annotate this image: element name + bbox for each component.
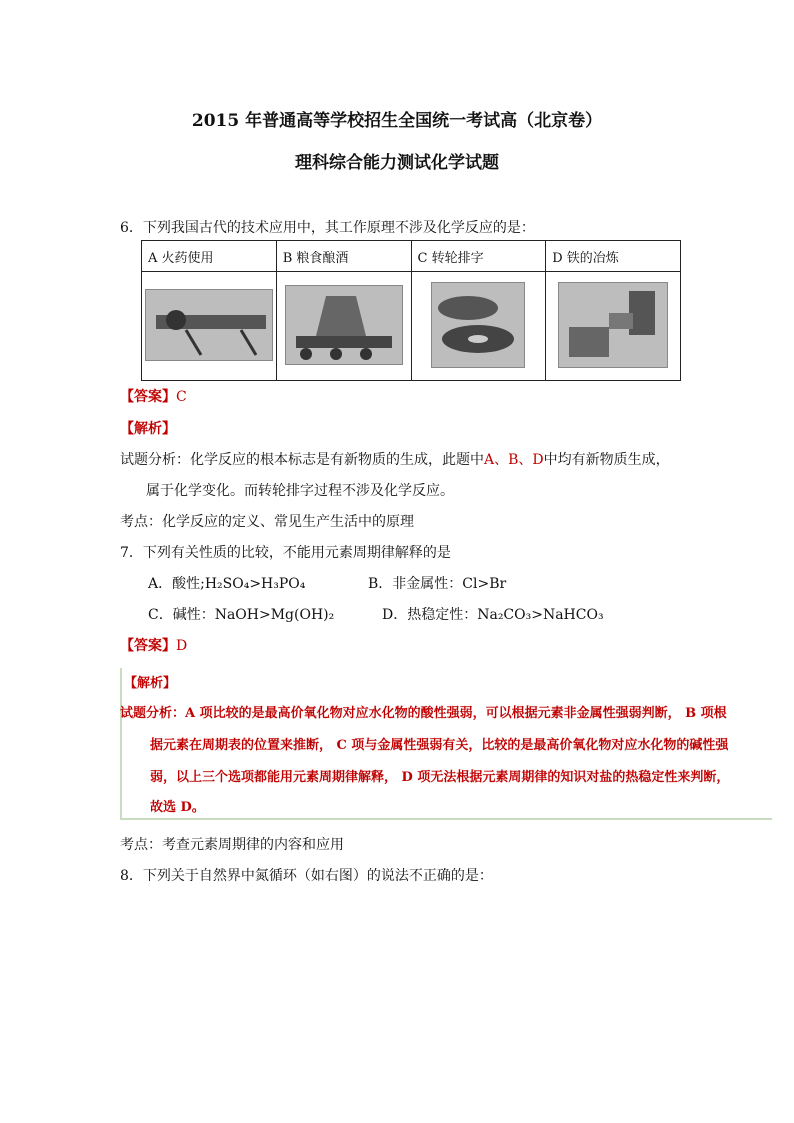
exam-title: 2015 年普通高等学校招生全国统一考试高（北京卷）: [191, 111, 603, 131]
q6-answer-tag: 【答案】: [120, 389, 176, 405]
q7-option-a: A．酸性;H₂SO₄>H₃PO₄: [148, 576, 306, 592]
gunpowder-image: [145, 289, 273, 361]
q6-answer-value: C: [176, 389, 187, 405]
q8-stem: 8．下列关于自然界中氮循环（如右图）的说法不正确的是：: [120, 868, 493, 884]
q6-option-c: C 转轮排字: [411, 241, 546, 272]
q7-option-c: C．碱性：NaOH>Mg(OH)₂: [148, 607, 335, 623]
iron-smelting-image: [558, 282, 668, 368]
q7-option-b: B．非金属性：Cl>Br: [368, 576, 507, 592]
exam-subtitle: 理科综合能力测试化学试题: [295, 153, 499, 173]
q6-analysis-line1: 试题分析：化学反应的根本标志是有新物质的生成，此题中A、B、D中均有新物质生成，: [120, 452, 670, 468]
q6-answer: [120, 386, 187, 406]
q7-stem: 7．下列有关性质的比较，不能用元素周期律解释的是: [120, 545, 451, 561]
type-wheel-image: [431, 282, 525, 368]
q7-answer-tag: 【答案】: [120, 638, 176, 654]
q7-analysis-line4: 故选 D。: [150, 800, 205, 815]
q7-analysis-line2: 据元素在周期表的位置来推断， C 项与金属性强弱有关，比较的是最高价氧化物对应水化物的碱性强: [150, 738, 729, 753]
q7-analysis-line3: 弱，以上三个选项都能用元素周期律解释， D 项无法根据元素周期律的知识对盐的热稳定性来判断，: [150, 770, 730, 785]
q6-analysis-tag: 【解析】: [120, 421, 176, 437]
q6-options-table: [141, 240, 681, 381]
q6-option-a: A 火药使用: [142, 241, 277, 272]
q6-analysis-line2: 属于化学变化。而转轮排字过程不涉及化学反应。: [146, 483, 454, 499]
q7-option-d: D．热稳定性：Na₂CO₃>NaHCO₃: [382, 607, 604, 623]
q7-analysis-tag: 【解析】: [124, 676, 177, 691]
q7-analysis-line1: 试题分析：A 项比较的是最高价氧化物对应水化物的酸性强弱，可以根据元素非金属性强弱判断， B 项根: [120, 706, 727, 721]
q6-kaodian: 考点：化学反应的定义、常见生产生活中的原理: [120, 514, 414, 530]
q7-answer-value: D: [176, 638, 188, 654]
q6-option-b: B 粮食酿酒: [276, 241, 411, 272]
q7-kaodian: 考点：考查元素周期律的内容和应用: [120, 837, 344, 853]
q6-option-d: D 铁的冶炼: [546, 241, 681, 272]
q7-answer: [120, 635, 187, 655]
q6-stem: 6．下列我国古代的技术应用中，其工作原理不涉及化学反应的是：: [120, 220, 535, 236]
brewing-image: [285, 285, 403, 365]
